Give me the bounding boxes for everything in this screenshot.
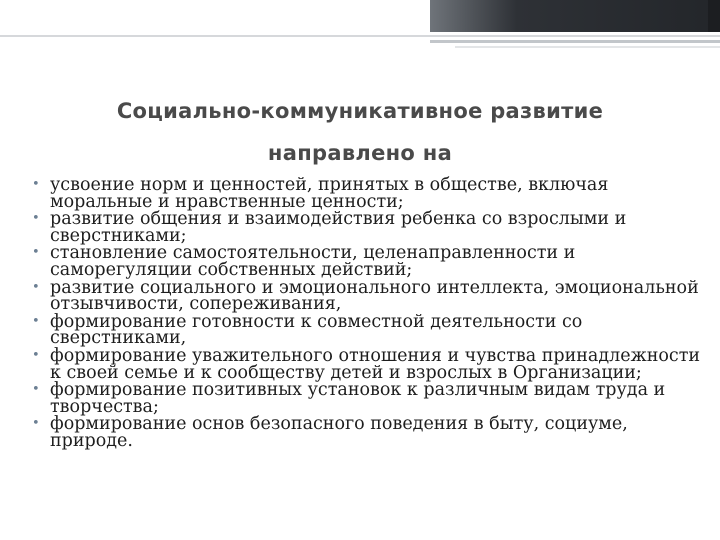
bullet-icon: •: [32, 279, 40, 295]
bullet-icon: •: [32, 382, 40, 398]
header-rule-2: [430, 40, 720, 43]
bullet-text: формирование уважительного отношения и чувства принадлежности к своей семье и к сообществу детей и взрослых в Организации;: [50, 345, 701, 383]
bullet-text: становление самостоятельности, целенаправленности и саморегуляции собственных действий;: [50, 243, 576, 280]
header-rule-1: [0, 35, 720, 37]
bullet-item: [32, 245, 712, 278]
header-dark-band: [430, 0, 720, 32]
bullet-text: формирование готовности к совместной деятельности со сверстниками,: [50, 311, 583, 349]
bullet-item: [32, 416, 712, 449]
slide-title-line-2: направлено на: [267, 141, 453, 165]
bullet-item: [32, 382, 712, 415]
bullet-text: формирование позитивных установок к различным видам труда и творчества;: [50, 380, 666, 417]
bullet-text: развитие социального и эмоционального интеллекта, эмоциональной отзывчивости, сопереживания,: [50, 277, 699, 315]
bullet-icon: •: [32, 211, 40, 227]
bullet-icon: •: [32, 177, 40, 192]
header-rule-3: [455, 46, 720, 48]
bullet-item: [32, 177, 712, 210]
slide-title-line-1: Социально-коммуникативное развитие: [116, 99, 604, 123]
bullet-text: усвоение норм и ценностей, принятых в обществе, включая моральные и нравственные ценности;: [50, 175, 609, 212]
header-banner: [0, 0, 720, 32]
bullet-icon: •: [32, 416, 40, 432]
bullet-icon: •: [32, 313, 40, 329]
header-dark-cap: [708, 0, 720, 32]
bullet-text: формирование основ безопасного поведения в быту, социуме, природе.: [50, 414, 628, 451]
bullet-item: [32, 277, 712, 315]
bullet-item: [32, 211, 712, 244]
bullet-list: [32, 177, 712, 451]
bullet-text: развитие общения и взаимодействия ребенка со взрослыми и сверстниками;: [50, 209, 627, 246]
bullet-icon: •: [32, 347, 40, 363]
bullet-item: [32, 311, 712, 349]
slide-title: [80, 90, 640, 174]
bullet-icon: •: [32, 245, 40, 261]
bullet-item: [32, 345, 712, 383]
